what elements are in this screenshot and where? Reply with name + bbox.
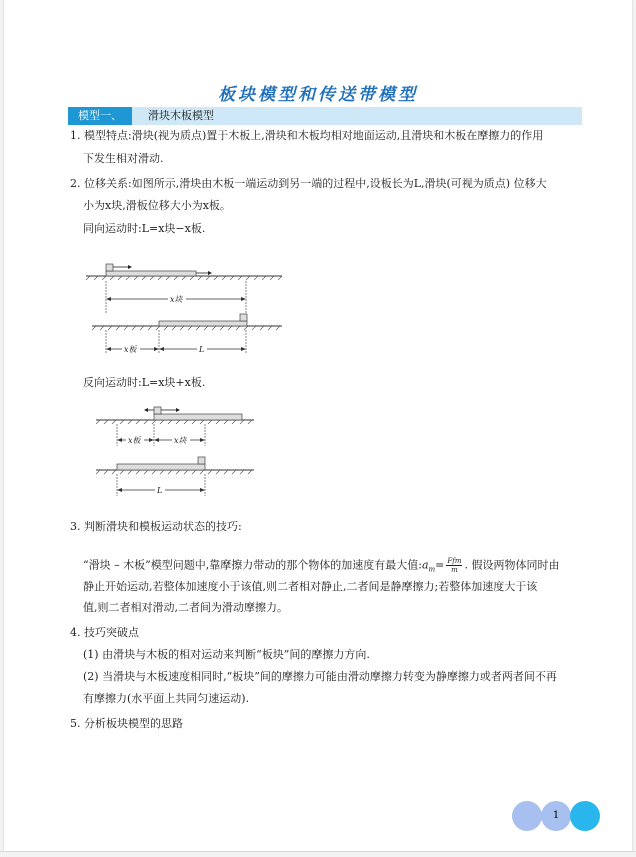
p3-heading: 3. 判断滑块和模板运动状态的技巧: (70, 520, 242, 533)
block-top-2 (154, 407, 161, 414)
p4-heading: 4. 技巧突破点 (70, 626, 139, 639)
fig1-label-L: L (199, 345, 205, 354)
section-number: 模型一、 (68, 107, 132, 125)
pager-circle-left (512, 801, 542, 831)
board-bottom-2 (117, 464, 205, 470)
formula-denominator: m (451, 566, 458, 574)
page-bottom-border (0, 851, 636, 852)
figure-opposite-direction (94, 400, 274, 500)
block-bottom-2 (198, 457, 205, 464)
formula-a-sub: m (428, 565, 436, 574)
fig2-label-L: L (157, 486, 163, 495)
document-page (4, 0, 632, 851)
page-title: 板块模型和传送带模型 (218, 85, 418, 105)
p3-line2: 静止开始运动,若整体加速度小于该值,则二者相对静止,二者间是静摩擦力;若整体加速度大于该 (83, 580, 538, 593)
fig2-label-x-board: x板 (128, 436, 141, 445)
same-direction-formula: 同向运动时:L=x块−x板. (83, 222, 206, 235)
p1-line1: 1. 模型特点:滑块(视为质点)置于木板上,滑块和木板均相对地面运动,且滑块和木板在摩擦力的作用 (70, 129, 544, 142)
block-top (106, 264, 113, 271)
opposite-direction-formula: 反向运动时:L=x块+x板. (83, 376, 206, 389)
section-banner (68, 107, 582, 125)
p2-line1: 2. 位移关系:如图所示,滑块由木板一端运动到另一端的过程中,设板长为L,滑块(可视为质点) 位移大 (70, 177, 547, 190)
p3-line1-tail: . 假设两物体同时由 (464, 558, 560, 572)
p3-line1-text: “滑块 – 木板”模型问题中,靠摩擦力带动的那个物体的加速度有最大值: (83, 558, 422, 572)
p1-line2: 下发生相对滑动. (83, 152, 164, 165)
formula-numerator: Ffm (447, 557, 462, 565)
page-number: 1 (552, 810, 560, 821)
formula-eq: = (435, 558, 445, 572)
p4-item2-line2: 有摩擦力(水平面上共同匀速运动). (83, 692, 250, 705)
p4-item1: (1) 由滑块与木板的相对运动来判断“板块”间的摩擦力方向. (83, 648, 370, 661)
p2-line2: 小为x块,滑板位移大小为x板。 (83, 199, 231, 212)
figure-same-direction (84, 258, 284, 358)
p3-line3: 值,则二者相对滑动,二者间为滑动摩擦力。 (83, 601, 288, 614)
formula-fraction (446, 557, 462, 574)
p4-item2-line1: (2) 当滑块与木板速度相同时,“板块”间的摩擦力可能由滑动摩擦力转变为静摩擦力或者两者间不再 (83, 670, 557, 683)
board-top (106, 271, 196, 276)
pager-circle-right (570, 801, 600, 831)
fig1-label-x-block: x块 (170, 295, 183, 304)
fig2-label-x-block: x块 (174, 436, 187, 445)
section-label: 滑块木板模型 (148, 109, 214, 122)
block-bottom (240, 314, 247, 321)
board-top-2 (154, 414, 242, 420)
formula-a: a (421, 558, 429, 572)
p5-heading: 5. 分析板块模型的思路 (70, 717, 183, 730)
fig1-label-x-board: x板 (124, 345, 137, 354)
p3-line1 (83, 557, 559, 578)
board-bottom (159, 321, 247, 326)
